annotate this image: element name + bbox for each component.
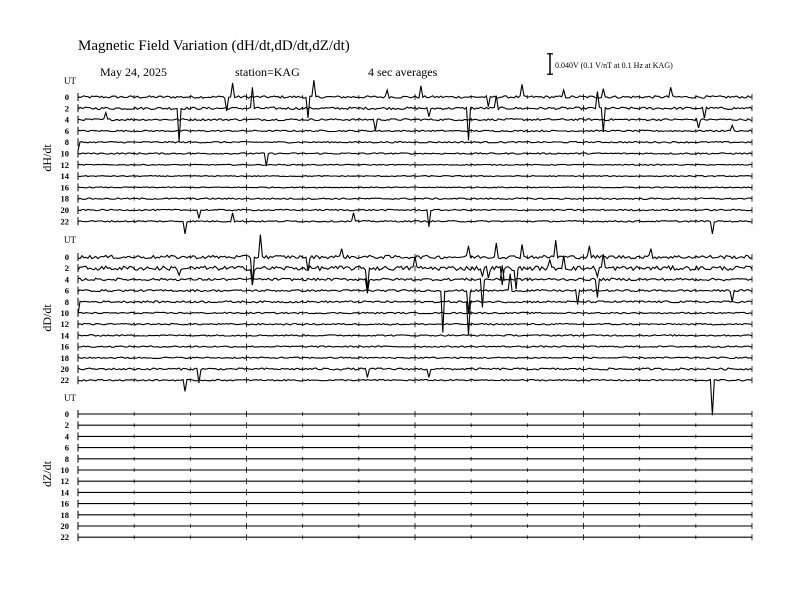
hour-row-label: 14 <box>60 330 69 341</box>
hour-row-label: 6 <box>64 125 69 136</box>
hour-row-label: 22 <box>60 532 69 543</box>
hour-row-label: 12 <box>60 159 69 170</box>
hour-row-label: 6 <box>64 285 69 296</box>
hour-row-label: 0 <box>64 409 69 419</box>
hour-row-label: 14 <box>60 171 69 182</box>
hour-row-label: 12 <box>60 319 69 330</box>
hour-row-label: 0 <box>64 92 69 102</box>
ut-axis-label: UT <box>64 76 76 86</box>
hour-row-label: 8 <box>64 453 69 464</box>
hour-row-label: 2 <box>64 103 69 114</box>
hour-row-label: 0 <box>64 252 69 262</box>
component-axis-label: dH/dt <box>40 144 54 172</box>
hour-row-label: 20 <box>60 205 69 215</box>
date-label: May 24, 2025 <box>100 65 167 79</box>
trace-line <box>78 380 752 416</box>
hour-row-label: 8 <box>64 296 69 307</box>
hour-row-label: 8 <box>64 137 69 148</box>
averaging-label: 4 sec averages <box>368 65 438 79</box>
hour-row-label: 10 <box>60 465 69 475</box>
hour-row-label: 2 <box>64 263 69 274</box>
hour-row-label: 20 <box>60 521 69 531</box>
hour-row-label: 16 <box>60 182 69 193</box>
hour-row-label: 14 <box>60 487 69 498</box>
trace-line <box>78 254 752 289</box>
ut-axis-label: UT <box>64 393 76 403</box>
hour-row-label: 18 <box>60 509 69 520</box>
chart-title: Magnetic Field Variation (dH/dt,dD/dt,dZ/dt) <box>78 38 350 54</box>
ut-axis-label: UT <box>64 235 76 245</box>
hour-row-label: 22 <box>60 216 69 227</box>
hour-row-label: 18 <box>60 193 69 204</box>
hour-row-label: 4 <box>64 274 69 285</box>
trace-line <box>78 301 752 336</box>
hour-row-label: 2 <box>64 420 69 431</box>
hour-row-label: 10 <box>60 308 69 318</box>
hour-row-label: 16 <box>60 341 69 352</box>
scale-label: 0.040V (0.1 V/nT at 0.1 Hz at KAG) <box>555 61 673 70</box>
hour-row-label: 10 <box>60 148 69 159</box>
hour-row-label: 4 <box>64 431 69 442</box>
hour-row-label: 20 <box>60 364 69 374</box>
station-label: station=KAG <box>235 65 300 79</box>
hour-row-label: 6 <box>64 442 69 453</box>
hour-row-label: 4 <box>64 114 69 125</box>
hour-row-label: 22 <box>60 375 69 386</box>
hour-row-label: 12 <box>60 476 69 487</box>
hour-row-label: 18 <box>60 352 69 363</box>
component-axis-label: dD/dt <box>40 304 54 332</box>
hour-row-label: 16 <box>60 498 69 509</box>
component-axis-label: dZ/dt <box>40 461 54 487</box>
